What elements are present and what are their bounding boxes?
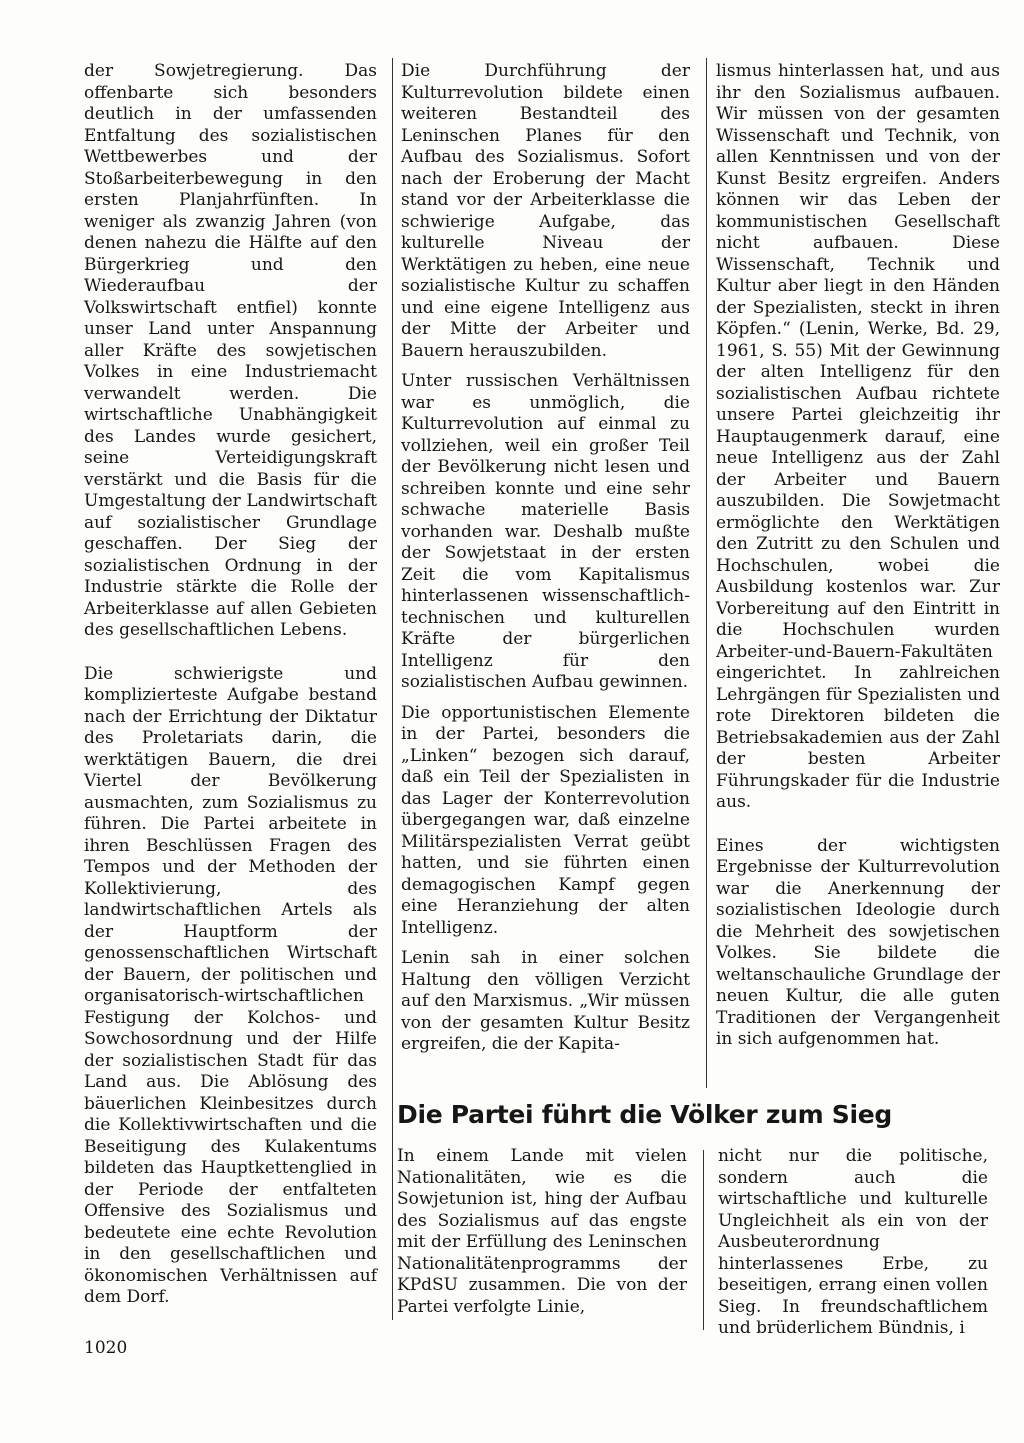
paragraph: lismus hinterlassen hat, und aus ihr den Sozialismus aufbauen. Wir müssen von der gesamten Wissenschaft und Technik, von allen Kenntnissen und von der Kunst Besitz ergreifen. Anders können wir das Leben der kommunistischen Gesellschaft nicht aufbauen. Diese Wissenschaft, Technik und Kultur aber liegt in den Händen der Spezialisten, steckt in ihren Köpfen.“ (Lenin, Werke, Bd. 29, 1961, S. 55) Mit der Gewinnung der alten Intelligenz für den sozialistischen Aufbau richtete unsere Partei gleichzeitig ihr Hauptaugenmerk darauf, eine neue Intelligenz aus der Zahl der Arbeiter und Bauern auszubilden. Die Sowjetmacht ermöglichte den Werktätigen den Zutritt zu den Schulen und Hochschulen, wobei die Ausbildung kostenlos war. Zur Vorbereitung auf den Eintritt in die Hochschulen wurden Arbeiter-und-Bauern-Fakultäten eingerichtet. In zahlreichen Lehrgängen für Spezialisten und rote Direktoren bildeten die Betriebsakademien aus der Zahl der besten Arbeiter Führungskader für die Industrie aus. [716, 61, 1000, 812]
paragraph: Eines der wichtigsten Ergebnisse der Kulturrevolution war die Anerkennung der sozialistischen Ideologie durch die Mehrheit des sowjetischen Volkes. Sie bildete die weltanschauliche Grundlage der neuen Kultur, die alle guten Traditionen der Vergangenheit in sich aufgenommen hat. [716, 835, 1000, 1049]
paragraph: Die opportunistischen Elemente in der Partei, besonders die „Linken“ bezogen sich darauf, daß ein Teil der Spezialisten in das Lager der Konterrevolution übergegangen war, daß einzelne Militärspezialisten Verrat geübt hatten, und sie führten einen demagogischen Kampf gegen eine Heranziehung der alten Intelligenz. [401, 702, 690, 938]
text-column-1 [84, 61, 377, 1309]
section-heading: Die Partei führt die Völker zum Sieg [397, 1100, 892, 1129]
paragraph: In einem Lande mit vielen Nationalitäten, wie es die Sowjetunion ist, hing der Aufbau des Sozialismus auf das engste mit der Erfüllung des Leninschen Nationalitätenprogramms der KPdSU zusammen. Die von der Partei verfolgte Linie, [397, 1146, 687, 1317]
column-divider [703, 1150, 704, 1330]
paragraph: Die Durchführung der Kulturrevolution bildete einen weiteren Bestandteil des Leninschen Planes für den Aufbau des Sozialismus. Sofort nach der Eroberung der Macht stand vor der Arbeiterklasse die schwierige Aufgabe, das kulturelle Niveau der Werktätigen zu heben, eine neue sozialistische Kultur zu schaffen und eine eigene Intelligenz aus der Mitte der Arbeiter und Bauern herauszubilden. [401, 61, 690, 361]
text-column-3 [716, 61, 1000, 1051]
text-column-4 [397, 1146, 687, 1318]
column-divider [706, 58, 707, 1088]
paragraph: nicht nur die politische, sondern auch die wirtschaftliche und kulturelle Ungleichheit als ein von der Ausbeuterordnung hinterlassenes Erbe, zu beseitigen, errang einen vollen Sieg. In freundschaftlichem und brüderlichem Bündnis, i [718, 1146, 988, 1338]
paragraph: Lenin sah in einer solchen Haltung den völligen Verzicht auf den Marxismus. „Wir müssen von der gesamten Kultur Besitz ergreifen, die der Kapita- [401, 948, 690, 1054]
text-column-5 [718, 1146, 988, 1340]
paragraph: Die schwierigste und komplizierteste Aufgabe bestand nach der Errichtung der Diktatur des Proletariats darin, die werktätigen Bauern, die drei Viertel der Bevölkerung ausmachten, zum Sozialismus zu führen. Die Partei arbeitete in ihren Beschlüssen Fragen des Tempos und der Methoden der Kollektivierung, des landwirtschaftlichen Artels als der Hauptform der genossenschaftlichen Wirtschaft der Bauern, der politischen und organisatorisch-wirtschaftlichen Festigung der Kolchos- und Sowchosordnung und der Hilfe der sozialistischen Stadt für das Land aus. Die Ablösung des bäuerlichen Kleinbesitzes durch die Kollektivwirtschaften und die Beseitigung des Kulakentums bildeten das Hauptkettenglied in der Periode der entfalteten Offensive des Sozialismus und bedeutete eine echte Revolution in den gesellschaftlichen und ökonomischen Verhältnissen auf dem Dorf. [84, 663, 377, 1307]
page-number: 1020 [84, 1338, 128, 1358]
paragraph: der Sowjetregierung. Das offenbarte sich besonders deutlich in der umfassenden Entfaltung des sozialistischen Wettbewerbes und der Stoßarbeiterbewegung in den ersten Planjahrfünften. In weniger als zwanzig Jahren (von denen nahezu die Hälfte auf den Bürgerkrieg und den Wiederaufbau der Volkswirtschaft entfiel) konnte unser Land unter Anspannung aller Kräfte des sowjetischen Volkes in eine Industriemacht verwandelt werden. Die wirtschaftliche Unabhängigkeit des Landes wurde gesichert, seine Verteidigungskraft verstärkt und die Basis für die Umgestaltung der Landwirtschaft auf sozialistischer Grundlage geschaffen. Der Sieg der sozialistischen Ordnung in der Industrie stärkte die Rolle der Arbeiterklasse auf allen Gebieten des gesellschaftlichen Lebens. [84, 61, 377, 640]
column-divider [392, 58, 393, 1320]
paragraph: Unter russischen Verhältnissen war es unmöglich, die Kulturrevolution auf einmal zu vollziehen, weil ein großer Teil der Bevölkerung nicht lesen und schreiben konnte und eine sehr schwache materielle Basis vorhanden war. Deshalb mußte der Sowjetstaat in der ersten Zeit die vom Kapitalismus hinterlassenen wissenschaftlich-technischen und kulturellen Kräfte der bürgerlichen Intelligenz für den sozialistischen Aufbau gewinnen. [401, 371, 690, 692]
text-column-2 [401, 61, 690, 1056]
